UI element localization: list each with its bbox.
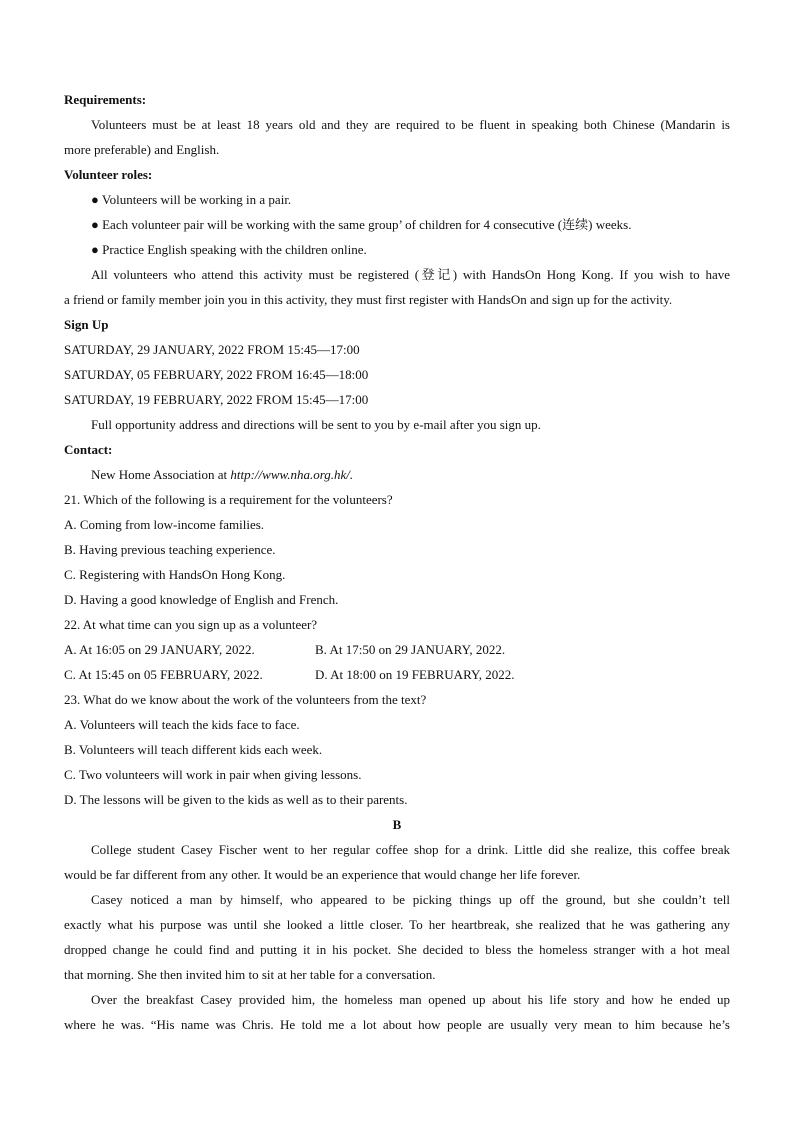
section-b-line-5: dropped change he could find and putting it in his pocket. She decided to bless the homeless stranger with a hot meal xyxy=(64,942,730,957)
question-23-option-b: B. Volunteers will teach different kids each week. xyxy=(64,742,323,757)
question-22-options-row-2 xyxy=(64,662,730,687)
exam-page xyxy=(64,87,730,1037)
section-b-heading: B xyxy=(392,817,402,832)
contact-line xyxy=(64,462,730,487)
register-text-line-1: All volunteers who attend this activity must be registered (登记) with HandsOn Hong Kong. If you wish to have xyxy=(91,267,730,282)
question-21-option-b: B. Having previous teaching experience. xyxy=(64,542,276,557)
volunteer-roles-heading: Volunteer roles: xyxy=(64,167,153,182)
requirements-text-line-1: Volunteers must be at least 18 years old and they are required to be fluent in speaking both Chinese (Mandarin is xyxy=(91,117,730,132)
sign-up-heading: Sign Up xyxy=(64,317,109,332)
contact-prefix: New Home Association at xyxy=(91,467,231,482)
role-item-1: ● Volunteers will be working in a pair. xyxy=(91,192,292,207)
section-b-line-7: Over the breakfast Casey provided him, the homeless man opened up about his life story and how he ended up xyxy=(91,992,730,1007)
contact-url-link[interactable]: http://www.nha.org.hk/. xyxy=(230,467,354,482)
question-22-option-b: B. At 17:50 on 29 JANUARY, 2022. xyxy=(315,642,506,657)
sign-up-date-2: SATURDAY, 05 FEBRUARY, 2022 FROM 16:45—18:00 xyxy=(64,367,369,382)
question-22-options-row-1 xyxy=(64,637,730,662)
sign-up-note: Full opportunity address and directions will be sent to you by e-mail after you sign up. xyxy=(91,417,541,432)
requirements-text-line-2: more preferable) and English. xyxy=(64,142,220,157)
role-item-2: ● Each volunteer pair will be working with the same group’ of children for 4 consecutive (连续) weeks. xyxy=(91,217,632,232)
section-b-line-3: Casey noticed a man by himself, who appeared to be picking things up off the ground, but she couldn’t tell xyxy=(91,892,730,907)
question-22-stem: 22. At what time can you sign up as a volunteer? xyxy=(64,617,318,632)
question-23-stem: 23. What do we know about the work of the volunteers from the text? xyxy=(64,692,427,707)
sign-up-date-3: SATURDAY, 19 FEBRUARY, 2022 FROM 15:45—17:00 xyxy=(64,392,369,407)
question-23-option-d: D. The lessons will be given to the kids as well as to their parents. xyxy=(64,792,408,807)
section-b-line-2: would be far different from any other. It would be an experience that would change her life forever. xyxy=(64,867,581,882)
question-22-option-c: C. At 15:45 on 05 FEBRUARY, 2022. xyxy=(64,667,263,682)
section-b-line-8: where he was. “His name was Chris. He told me a lot about how people are usually very mean to him because he’s xyxy=(64,1017,730,1032)
question-21-stem: 21. Which of the following is a requirement for the volunteers? xyxy=(64,492,393,507)
contact-heading: Contact: xyxy=(64,442,113,457)
question-21-option-a: A. Coming from low-income families. xyxy=(64,517,265,532)
section-b-line-6: that morning. She then invited him to sit at her table for a conversation. xyxy=(64,967,436,982)
question-21-option-d: D. Having a good knowledge of English and French. xyxy=(64,592,339,607)
question-23-option-a: A. Volunteers will teach the kids face to face. xyxy=(64,717,300,732)
register-text-line-2: a friend or family member join you in this activity, they must first register with HandsOn and sign up for the activity. xyxy=(64,292,673,307)
question-22-option-a: A. At 16:05 on 29 JANUARY, 2022. xyxy=(64,642,255,657)
section-b-line-1: College student Casey Fischer went to her regular coffee shop for a drink. Little did she realize, this coffee break xyxy=(91,842,730,857)
sign-up-date-1: SATURDAY, 29 JANUARY, 2022 FROM 15:45—17:00 xyxy=(64,342,360,357)
question-23-option-c: C. Two volunteers will work in pair when giving lessons. xyxy=(64,767,362,782)
section-b-line-4: exactly what his purpose was until she looked a little closer. To her heartbreak, she realized that he was gathering any xyxy=(64,917,730,932)
question-22-option-d: D. At 18:00 on 19 FEBRUARY, 2022. xyxy=(315,667,515,682)
requirements-heading: Requirements: xyxy=(64,92,147,107)
role-item-3: ● Practice English speaking with the children online. xyxy=(91,242,367,257)
question-21-option-c: C. Registering with HandsOn Hong Kong. xyxy=(64,567,286,582)
